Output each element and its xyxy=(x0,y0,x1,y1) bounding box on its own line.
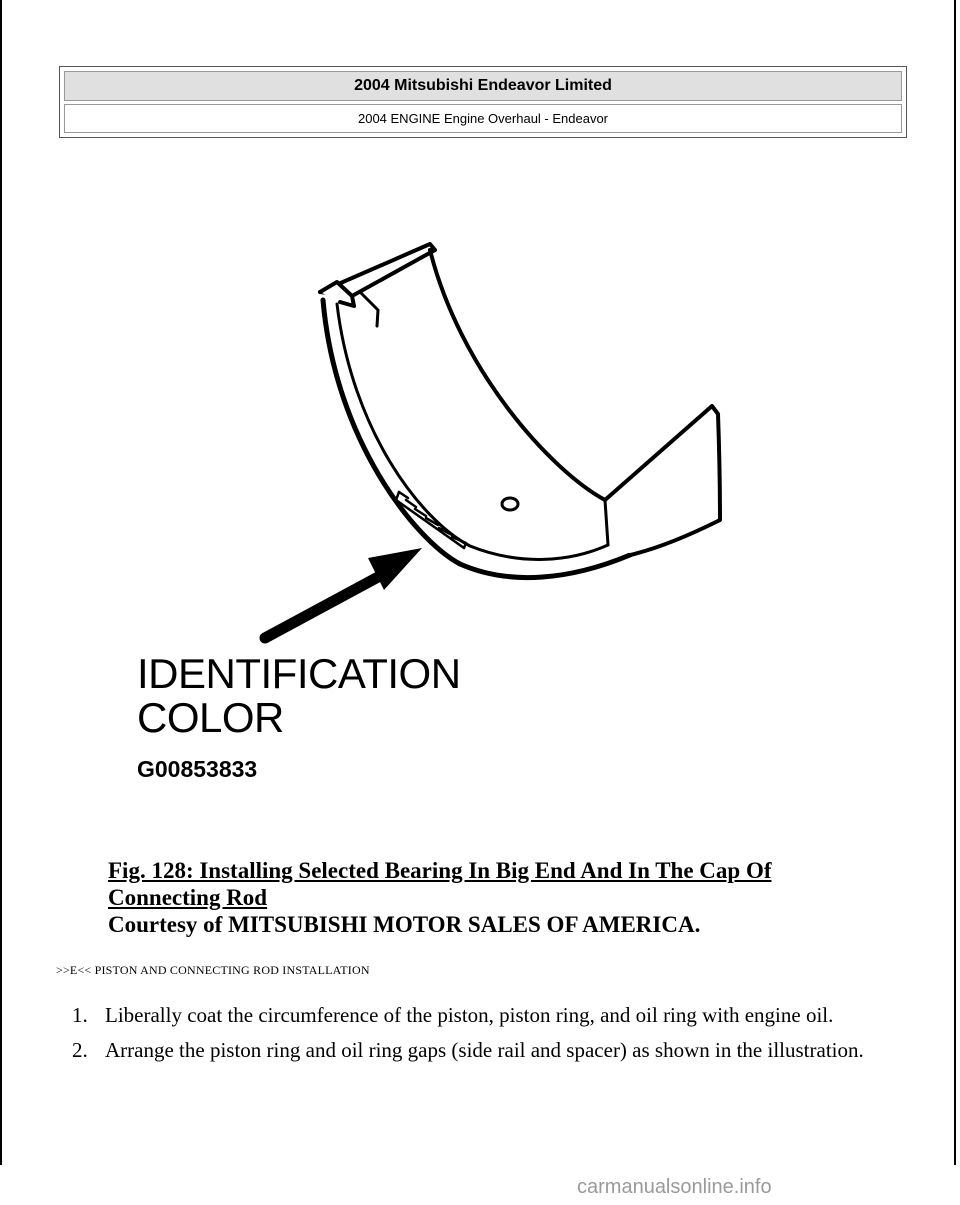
figure-label-color: COLOR xyxy=(137,694,284,741)
caption-title-line-2: Connecting Rod xyxy=(108,885,268,910)
watermark-link[interactable]: carmanualsonline.info xyxy=(577,1176,772,1198)
document-header xyxy=(59,66,907,138)
caption-courtesy: Courtesy of MITSUBISHI MOTOR SALES OF AMERICA. xyxy=(108,912,701,937)
figure-code: G00853833 xyxy=(137,756,258,782)
figure-label xyxy=(137,652,461,740)
step-number: 1. xyxy=(72,1003,88,1027)
page-border-right xyxy=(954,0,956,1165)
figure-label-identification: IDENTIFICATION xyxy=(137,650,461,697)
step-number: 2. xyxy=(72,1038,88,1062)
page-border-left xyxy=(0,0,2,1165)
section-title: 2004 ENGINE Engine Overhaul - Endeavor xyxy=(64,104,902,133)
step-text: Liberally coat the circumference of the piston, piston ring, and oil ring with engine oil. xyxy=(105,1003,834,1027)
step-item xyxy=(62,1002,902,1028)
step-item xyxy=(62,1037,902,1063)
figure-caption xyxy=(108,857,868,938)
step-text: Arrange the piston ring and oil ring gaps (side rail and spacer) as shown in the illustration. xyxy=(105,1038,864,1062)
vehicle-title: 2004 Mitsubishi Endeavor Limited xyxy=(64,71,902,101)
caption-title-line-1: Fig. 128: Installing Selected Bearing In Big End And In The Cap Of xyxy=(108,858,772,883)
section-heading: >>E<< PISTON AND CONNECTING ROD INSTALLATION xyxy=(56,963,370,977)
installation-steps xyxy=(62,1002,902,1072)
